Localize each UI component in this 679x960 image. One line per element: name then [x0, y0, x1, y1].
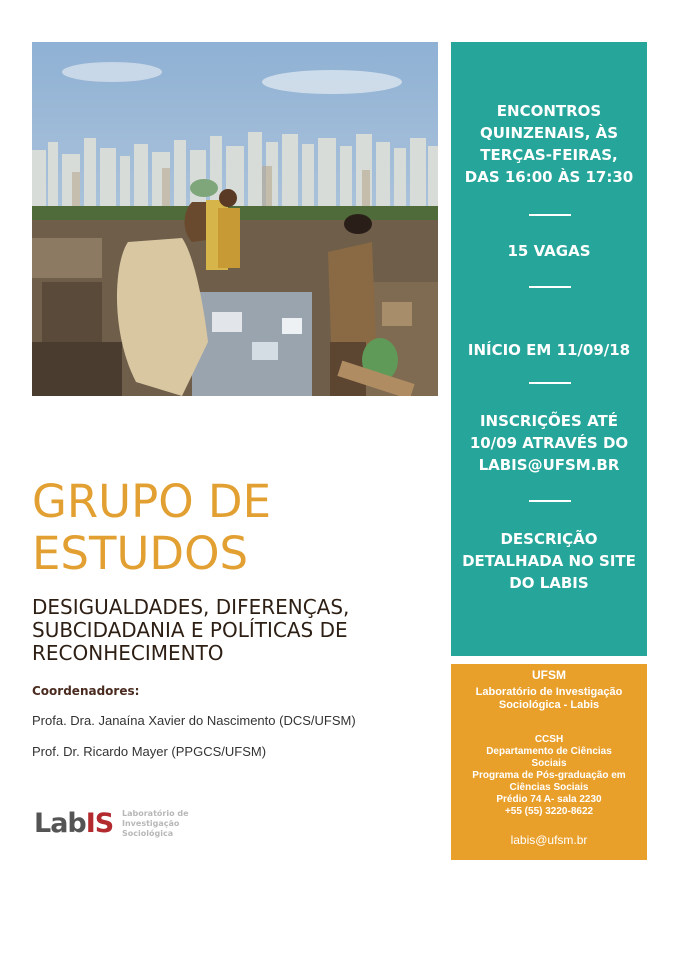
- coordinator-name: Prof. Dr. Ricardo Mayer (PPGCS/UFSM): [32, 744, 267, 759]
- logo-word-b: IS: [85, 808, 114, 839]
- lab-name: [459, 686, 639, 712]
- description-info: [451, 528, 647, 594]
- subtitle-line: DESIGUALDADES, DIFERENÇAS,: [32, 595, 350, 619]
- schedule-line: QUINZENAIS, ÀS: [479, 124, 619, 142]
- vacancies-info: 15 VAGAS: [507, 242, 591, 260]
- schedule-line: TERÇAS-FEIRAS,: [480, 146, 618, 164]
- lab-name-line: Sociológica - Labis: [498, 699, 600, 711]
- university-name: UFSM: [532, 668, 566, 682]
- lab-name-line: Laboratório de Investigação: [475, 686, 623, 698]
- detail-line: Sociais: [531, 758, 567, 769]
- tagline-line: Sociológica: [122, 829, 174, 838]
- description-line: DESCRIÇÃO: [500, 530, 598, 548]
- registration-info: [451, 410, 647, 476]
- subtitle-line: RECONHECIMENTO: [32, 641, 224, 665]
- registration-line: 10/09 ATRAVÉS DO: [469, 434, 629, 452]
- coordinator-name: Profa. Dra. Janaína Xavier do Nascimento (DCS/UFSM): [32, 713, 356, 728]
- coordinators-label: Coordenadores:: [32, 684, 140, 698]
- registration-line: INSCRIÇÕES ATÉ: [479, 412, 619, 430]
- divider: [529, 382, 571, 384]
- logo-word-a: Lab: [34, 808, 86, 839]
- department-details: [459, 734, 639, 818]
- registration-line: LABIS@UFSM.BR: [478, 456, 620, 474]
- contact-email[interactable]: labis@ufsm.br: [510, 833, 588, 847]
- logo-tagline: [122, 809, 212, 839]
- detail-line: Prédio 74 A- sala 2230: [496, 794, 602, 805]
- divider: [529, 286, 571, 288]
- info-panel: [451, 42, 647, 656]
- labis-logo: [34, 806, 204, 850]
- start-date-info: INÍCIO EM 11/09/18: [467, 341, 631, 359]
- divider: [529, 500, 571, 502]
- description-line: DO LABIS: [509, 574, 589, 592]
- tagline-line: Laboratório de: [122, 809, 189, 818]
- detail-line: Departamento de Ciências: [486, 746, 612, 757]
- page-subtitle: [32, 596, 448, 665]
- divider: [529, 214, 571, 216]
- detail-line: +55 (55) 3220-8622: [504, 806, 594, 817]
- detail-line: CCSH: [534, 734, 564, 745]
- subtitle-line: SUBCIDADANIA E POLÍTICAS DE: [32, 618, 348, 642]
- title-line: GRUPO DE: [32, 475, 272, 528]
- description-line: DETALHADA NO SITE: [462, 552, 636, 570]
- title-line: ESTUDOS: [32, 527, 249, 580]
- tagline-line: Investigação: [122, 819, 180, 828]
- schedule-line: DAS 16:00 ÀS 17:30: [464, 168, 634, 186]
- page-title: [32, 476, 432, 580]
- detail-line: Programa de Pós-graduação em: [472, 770, 626, 781]
- landfill-photo: [32, 42, 438, 396]
- logo-wordmark: [34, 808, 113, 839]
- contact-panel: [451, 664, 647, 860]
- schedule-info: [451, 100, 647, 188]
- detail-line: Ciências Sociais: [509, 782, 589, 793]
- schedule-line: ENCONTROS: [496, 102, 602, 120]
